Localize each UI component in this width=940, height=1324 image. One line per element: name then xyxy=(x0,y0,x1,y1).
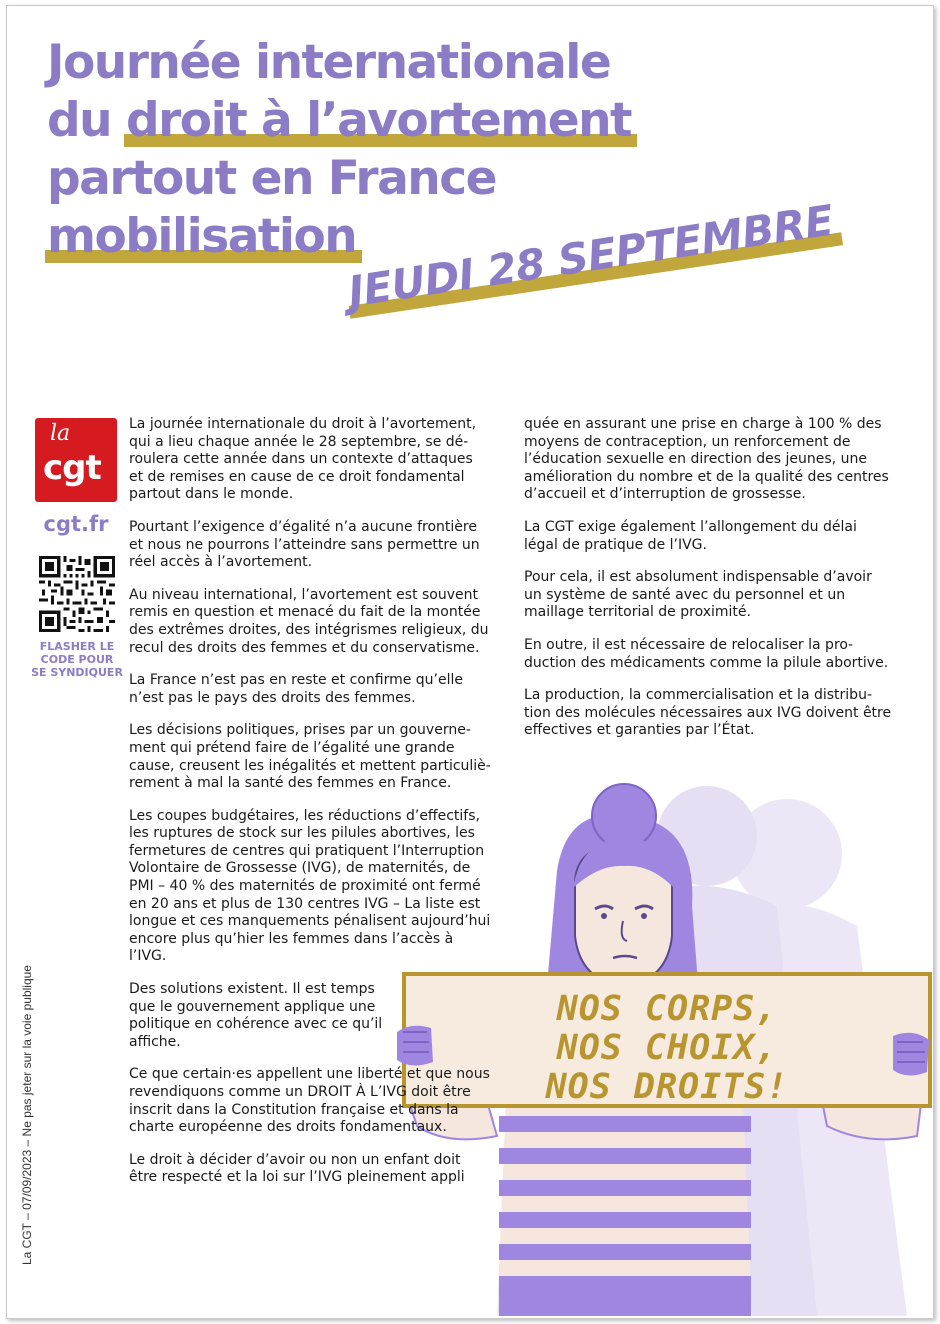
qr-caption-line: CODE POUR xyxy=(40,653,114,666)
paragraph: Ce que certain·es appellent une liberté et que nous revendiquons comme un DROIT À L’IVG doit être inscrit dans la Constitution française et dans la charte européenne des droits fondamentaux. xyxy=(129,1066,490,1136)
sign-line-2: NOS CHOIX, xyxy=(556,1028,778,1068)
paragraph: quée en assurant une prise en charge à 100 % des moyens de contraception, un renforcement de l’éducation sexuelle en direction des jeunes, une amélioration du nombre et de la qualité des centres d’accueil et d’interruption de grossesse. xyxy=(524,416,889,503)
qr-caption-line: SE SYNDIQUER xyxy=(31,666,123,679)
website-link[interactable]: cgt.fr xyxy=(43,512,109,536)
cgt-logo xyxy=(35,418,117,502)
body-column-2 xyxy=(524,416,892,755)
title-line-2 xyxy=(47,92,631,150)
paragraph: Des solutions existent. Il est temps que le gouvernement applique une politique en cohérence avec ce qu’il affiche. xyxy=(129,981,383,1050)
side-note: La CGT – 07/09/2023 – Ne pas jeter sur la voie publique xyxy=(20,965,34,1265)
flyer-page xyxy=(6,5,934,1319)
title-line-4: mobilisation xyxy=(47,209,357,264)
sign-line-3: NOS DROITS! xyxy=(545,1067,789,1107)
title-line-2-prefix: du xyxy=(47,93,126,148)
event-date: JEUDI 28 SEPTEMBRE xyxy=(345,195,837,317)
paragraph: Pour cela, il est absolument indispensable d’avoir un système de santé avec du personnel et un maillage territorial de proximité. xyxy=(524,569,872,621)
paragraph: La France n’est pas en reste et confirme qu’elle n’est pas le pays des droits des femmes. xyxy=(129,672,463,706)
right-hand-icon xyxy=(889,1026,933,1082)
page-title xyxy=(47,34,631,266)
qr-code-icon[interactable] xyxy=(39,556,115,632)
body-column-1 xyxy=(129,416,491,1202)
paragraph: En outre, il est nécessaire de relocaliser la production des médicaments comme la pilule abortive. xyxy=(524,636,889,671)
paragraph: La CGT exige également l’allongement du délai légal de pratique de l’IVG. xyxy=(524,518,857,553)
paragraph: Le droit à décider d’avoir ou non un enfant doit être respecté et la loi sur l’IVG pleinement appli xyxy=(129,1151,465,1186)
paragraph: La journée internationale du droit à l’avortement, qui a lieu chaque année le 28 septembre, se déroulera cette année dans un contexte d’attaques et de remises en cause de ce droit fondamental partout dans le monde. xyxy=(129,416,477,503)
qr-caption xyxy=(27,640,127,679)
logo-la: la xyxy=(50,421,71,446)
title-line-3: partout en France xyxy=(47,151,496,206)
paragraph: Les coupes budgétaires, les réductions d’effectifs, les ruptures de stock sur les pilules abortives, les fermetures de centres qui pratiquent l’Interruption Volontaire de Grossesse (IVG), de maternités, de PMI – 40 % des maternités de proximité ont fermé en 20 ans et plus de 130 centres IVG – La liste est longue et ces manquements pénalisent aujourd’hui encore plus qu’hier les femmes dans l’accès à l’IVG. xyxy=(129,807,491,965)
qr-caption-line: FLASHER LE xyxy=(39,640,115,653)
paragraph: La production, la commercialisation et la distribution des molécules nécessaires aux IVG doivent être effectives et garanties par l’État. xyxy=(524,687,892,739)
paragraph: Pourtant l’exigence d’égalité n’a aucune frontière et nous ne pourrons l’atteindre sans permettre un réel accès à l’avortement. xyxy=(129,518,480,571)
logo-cgt: cgt xyxy=(43,448,101,488)
paragraph: Au niveau international, l’avortement est souvent remis en question et menacé du fait de la montée des extrêmes droites, des intégrismes religieux, du recul des droits des femmes et du conservatisme. xyxy=(129,586,489,656)
title-highlight: droit à l’avortement xyxy=(125,93,632,148)
title-line-1: Journée internationale xyxy=(47,35,611,90)
sign-line-1: NOS CORPS, xyxy=(556,989,778,1029)
paragraph: Les décisions politiques, prises par un gouvernement qui prétend faire de l’égalité une grande cause, creusent les inégalités et mettent particulièrement à mal la santé des femmes en France. xyxy=(129,722,491,792)
